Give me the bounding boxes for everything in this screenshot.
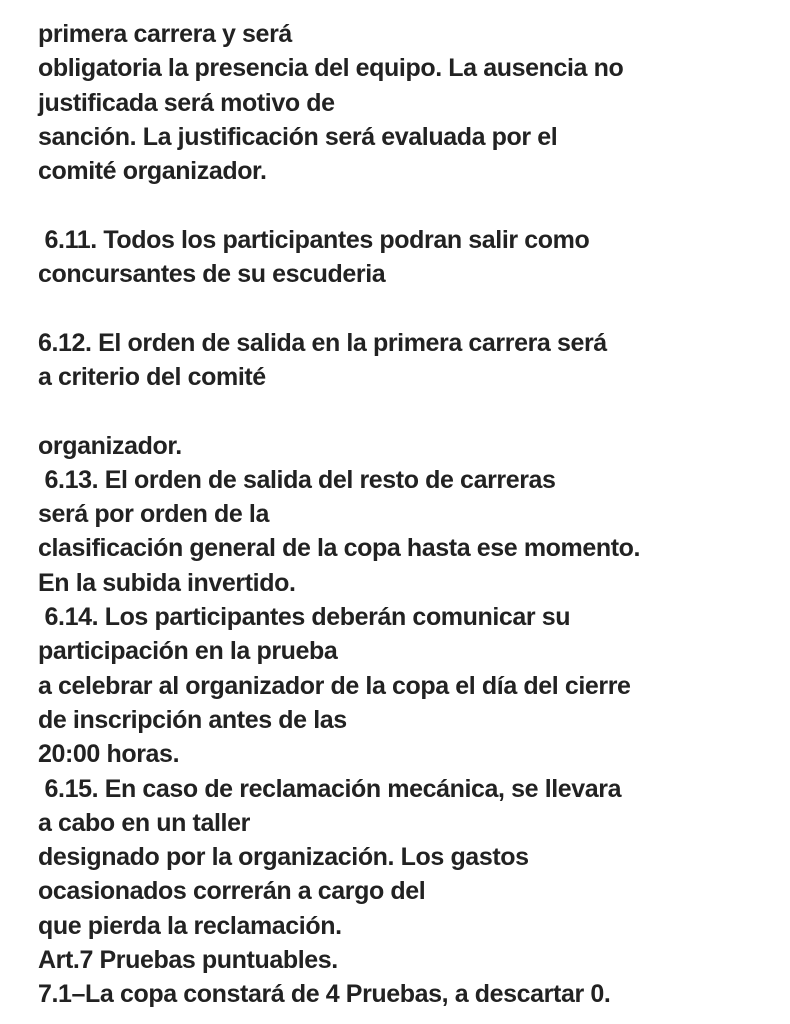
section-6-15: 6.15. En caso de reclamación mecánica, se llevara xyxy=(38,774,622,803)
article-7-heading: Art.7 Pruebas puntuables. xyxy=(38,946,338,975)
text-line: En la subida invertido. xyxy=(38,568,296,597)
document-text xyxy=(38,17,783,1012)
text-line: ocasionados correrán a cargo del xyxy=(38,877,426,906)
text-line: será por orden de la xyxy=(38,500,269,529)
text-line: a celebrar al organizador de la copa el día del cierre xyxy=(38,671,631,700)
text-line: primera carrera y será xyxy=(38,20,292,48)
text-line: que pierda la reclamación. xyxy=(38,911,342,940)
section-6-14: 6.14. Los participantes deberán comunicar su xyxy=(38,603,571,632)
section-6-12: 6.12. El orden de salida en la primera carrera será xyxy=(38,328,607,357)
blank-line xyxy=(38,291,783,325)
text-line: 20:00 horas. xyxy=(38,740,180,769)
section-6-11: 6.11. Todos los participantes podran salir como xyxy=(38,225,590,254)
text-line: obligatoria la presencia del equipo. La ausencia no xyxy=(38,54,624,83)
text-line: justificada será motivo de xyxy=(38,88,335,117)
text-line: designado por la organización. Los gastos xyxy=(38,843,529,872)
text-line: comité organizador. xyxy=(38,157,267,186)
text-line: clasificación general de la copa hasta ese momento. xyxy=(38,534,641,563)
section-7-1: 7.1–La copa constará de 4 Pruebas, a descartar 0. xyxy=(38,980,611,1009)
text-line: de inscripción antes de las xyxy=(38,705,347,734)
text-line: a cabo en un taller xyxy=(38,808,250,837)
blank-line xyxy=(38,394,783,428)
section-6-13: 6.13. El orden de salida del resto de carreras xyxy=(38,465,556,494)
text-line: a criterio del comité xyxy=(38,362,266,391)
blank-line xyxy=(38,188,783,222)
text-line: sanción. La justificación será evaluada por el xyxy=(38,122,558,151)
text-line: concursantes de su escuderia xyxy=(38,260,386,289)
text-line: participación en la prueba xyxy=(38,637,338,666)
text-line: organizador. xyxy=(38,431,182,460)
